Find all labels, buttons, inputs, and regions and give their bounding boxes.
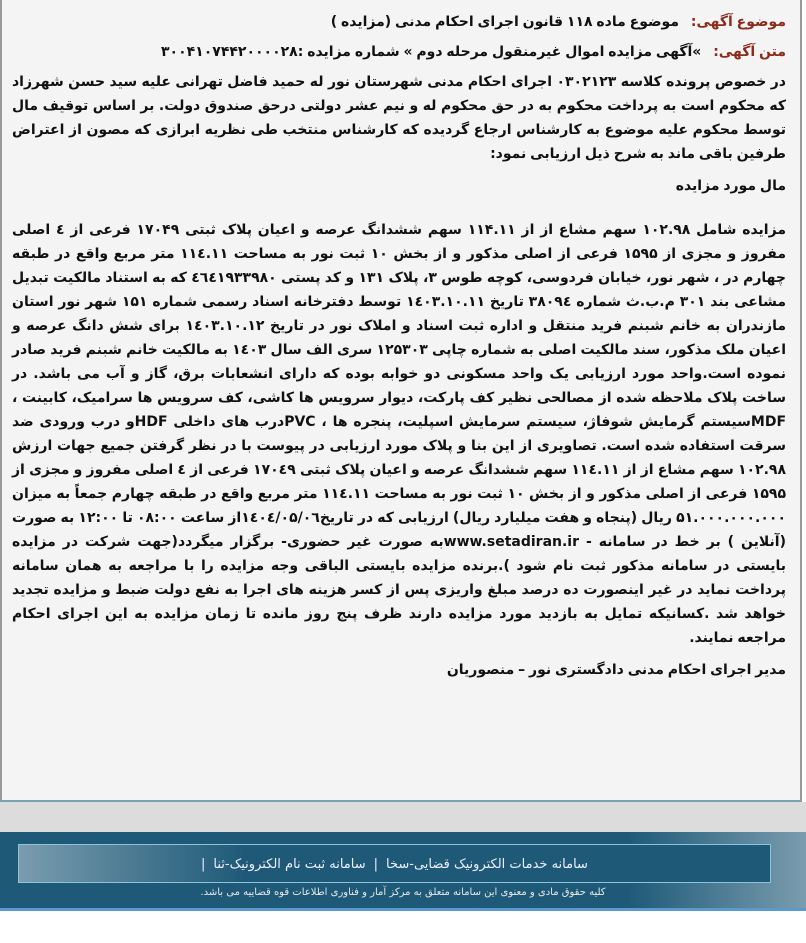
subject-value: موضوع ماده ۱۱۸ قانون اجرای احکام مدنی (مزایده ): [330, 14, 679, 30]
copyright-text: کلیه حقوق مادی و معنوی این سامانه متعلق به مرکز آمار و فناوری اطلاعات قوه قضاییه می باشد.: [200, 887, 606, 898]
notice-text-row: [12, 40, 786, 64]
sakha-link[interactable]: سامانه خدمات الکترونیک قضایی-سخا: [386, 857, 588, 872]
footer: [0, 832, 806, 911]
auction-details-paragraph: مزایده شامل ۱۰۲.۹۸ سهم مشاع از از ۱۱۴.۱۱ سهم ششدانگ عرصه و اعیان پلاک ثبتی ۱۷۰۴۹ فرعی از ٤ اصلی مفروز و مجزی از ۱۵۹۵ فرعی از اصلی مذکور و از بخش ۱۰ ثبت نور به مساحت ۱۱٤.۱۱ متر مربع واقع در طبقه چهارم در ، شهر نور، خیابان فردوسی، کوچه طوس ۳، پلاک ۱۳۱ و کد پستی ٤٦٤١٩٣٣٩٨٠ که به استناد مالکیت تبدیل مشاعی بند ۳۰۱ م.ب.ث شماره ۳۸۰۹٤ تاریخ ۱٤۰۳.۱۰.۱۱ توسط دفترخانه اسناد رسمی شماره ۱۵۱ شهر نور استان مازندران به خانم شبنم فرید منتقل و اداره ثبت اسناد و املاک نور در تاریخ ۱٤۰۳.۱۰.۱۲ برای شش دانگ عرصه و اعیان ملک مذکور، سند مالکیت اصلی به شماره چاپی ۱۲۵۳۰۳ سری الف سال ۱٤۰۳ به مالکیت خانم شبنم فرید صادر نموده است.واحد مورد ارزیابی یک واحد مسکونی دو خوابه بوده که دارای انشعابات برق، گاز و آب می باشد. در ساخت پلاک ملاحظه شده از مصالحی نظیر کف پارکت، دیوار سرویس ها کاشی، کف سرویس ها سرامیک، کابینت ، MDFسیستم گرمایش شوفاژ، سیستم سرمایش اسپلیت، پنجره ها ، PVCدرب های داخلی HDFو درب ورودی ضد سرقت استفاده شده است. تصاویری از این بنا و پلاک مورد ارزیابی در پیوست با در نظر گرفتن جمیع جهات ارزش ۱۰۲.۹۸ سهم مشاع از از ۱۱٤.۱۱ سهم ششدانگ عرصه و اعیان پلاک ثبتی ۱۷۰٤۹ فرعی از ٤ اصلی مفروز و مجزی از ۱۵۹۵ فرعی از اصلی مذکور و از بخش ۱۰ ثبت نور به مساحت ۱۱٤.۱۱ متر مربع واقع در طبقه چهارم جمعاً به میزان ۵۱.۰۰۰.۰۰۰.۰۰۰ ریال (پنجاه و هفت میلیارد ریال) ارزیابی که در تاریخ۱٤۰٤/۰۵/۰٦از ساعت ۰۸:۰۰ تا ۱۲:۰۰ به صورت (آنلاین ) بر خط در سامانه - www.setadiran.irبه صورت غیر حضوری- برگزار میگردد(جهت شرکت در مزایده بایستی در سامانه مذکور ثبت نام شود ).برنده مزایده بایستی الباقی وجه مزایده را با مراجعه به همان سامانه پرداخت نماید در غیر اینصورت ده درصد مبلغ واریزی پس از کسر هزینه های اجرا به نفع دولت ضبط و مزایده تجدید خواهد شد .کسانیکه تمایل به بازدید مورد مزایده دارند ظرف پنج روز مانده تا زمان مزایده به این اجرای احکام مراجعه نمایند.: [12, 222, 787, 646]
link-separator: |: [373, 857, 379, 872]
notice-title: »آگهی مزایده اموال غیرمنقول مرحله دوم » شماره مزایده :۳۰۰۴۱۰۷۴۴۲۰۰۰۰۲۸: [161, 44, 702, 60]
intro-paragraph: در خصوص پرونده کلاسه ۰۳۰۲۱۲۳ اجرای احکام مدنی شهرستان نور له حمید فاضل تهرانی علیه سید حسن شهرزاد که محکوم است به پرداخت محکوم به در حق محکوم له و نیم عشر دولتی درحق صندوق دولت. بر اساس توقیف مال توسط محکوم علیه موضوع به کارشناس ارجاع گردیده که کارشناس منتخب طی نظریه ابرازی که مصون از اعتراض طرفین باقی ماند به شرح ذیل ارزیابی نمود:: [12, 74, 786, 162]
signature: مدیر اجرای احکام مدنی دادگستری نور – منصوریان: [446, 662, 786, 678]
separator-band: [0, 802, 806, 832]
footer-links: [18, 844, 771, 883]
sana-link[interactable]: سامانه ثبت نام الکترونیک-ثنا: [213, 857, 366, 872]
subject-label: موضوع آگهی:: [690, 14, 786, 30]
link-separator: |: [201, 857, 206, 872]
notice-text-label: متن آگهی:: [713, 44, 786, 60]
auction-item-heading: مال مورد مزایده: [675, 178, 786, 194]
subject-row: [12, 10, 786, 34]
